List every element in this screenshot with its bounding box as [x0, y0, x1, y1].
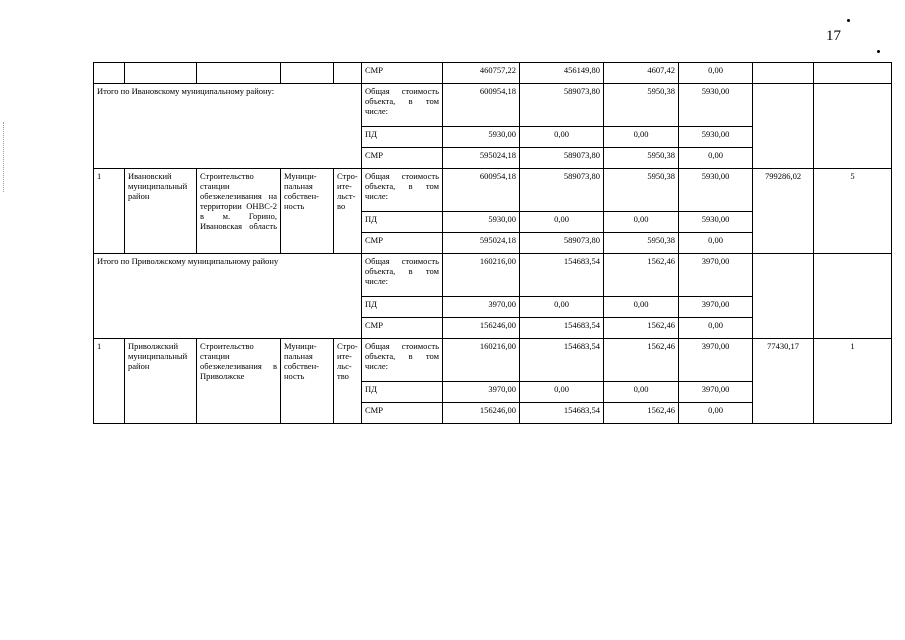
cell-name: [197, 63, 281, 84]
cell-value: 589073,80: [520, 169, 604, 212]
cell-extra: [753, 63, 814, 84]
cell-type: СМР: [362, 403, 443, 424]
cell-type: СМР: [362, 63, 443, 84]
cell-value: 0,00: [679, 403, 753, 424]
cell-value: 589073,80: [520, 233, 604, 254]
margin-marks: [3, 122, 12, 192]
cell-extra: [814, 254, 892, 339]
cell-value: 160216,00: [443, 254, 520, 297]
cell-value: 3970,00: [443, 382, 520, 403]
table-row: [94, 169, 892, 212]
cell-value: 600954,18: [443, 169, 520, 212]
object-extra-count: 5: [814, 169, 892, 254]
cell-value: 0,00: [520, 212, 604, 233]
cell-value: 5930,00: [443, 212, 520, 233]
cell-value: 460757,22: [443, 63, 520, 84]
cell-district: [125, 63, 197, 84]
object-district: Ивановский муниципальный район: [125, 169, 197, 254]
cell-value: 0,00: [604, 382, 679, 403]
cell-value: 0,00: [679, 148, 753, 169]
cell-type: Общая стоимость объекта, в том числе:: [362, 339, 443, 382]
cell-value: 5930,00: [679, 127, 753, 148]
table-row: [94, 339, 892, 382]
cell-type: Общая стоимость объекта, в том числе:: [362, 254, 443, 297]
cell-value: 589073,80: [520, 84, 604, 127]
object-index: 1: [94, 339, 125, 424]
cell-value: 0,00: [679, 233, 753, 254]
cell-value: 1562,46: [604, 254, 679, 297]
scan-dot: [877, 50, 880, 53]
object-extra-count: 1: [814, 339, 892, 424]
cell-value: 0,00: [520, 297, 604, 318]
cell-work-type: [334, 63, 362, 84]
cell-index: [94, 63, 125, 84]
cell-value: 1562,46: [604, 403, 679, 424]
cell-type: СМР: [362, 148, 443, 169]
cell-value: 154683,54: [520, 318, 604, 339]
cell-value: 154683,54: [520, 339, 604, 382]
cell-ownership: [281, 63, 334, 84]
table-row: [94, 254, 892, 297]
cell-type: ПД: [362, 297, 443, 318]
cell-type: ПД: [362, 382, 443, 403]
object-name: Строительство станции обезжелезивания на территории ОНВС-2 в м. Горино, Ивановская область: [197, 169, 281, 254]
cell-value: 589073,80: [520, 148, 604, 169]
cell-value: 5930,00: [679, 84, 753, 127]
object-name: Строительство станции обезжелезивания в Приволжске: [197, 339, 281, 424]
cell-value: 595024,18: [443, 233, 520, 254]
cell-extra: [753, 254, 814, 339]
cell-value: 0,00: [604, 297, 679, 318]
cell-value: 0,00: [604, 127, 679, 148]
cell-value: 4607,42: [604, 63, 679, 84]
cell-value: 5950,38: [604, 169, 679, 212]
cell-value: 456149,80: [520, 63, 604, 84]
cell-value: 600954,18: [443, 84, 520, 127]
cell-value: 154683,54: [520, 254, 604, 297]
cell-type: ПД: [362, 212, 443, 233]
object-work-type: Стро-ите-льст-во: [334, 169, 362, 254]
table-row: [94, 84, 892, 127]
cell-extra: [814, 63, 892, 84]
cell-type: СМР: [362, 233, 443, 254]
cell-value: 5930,00: [679, 212, 753, 233]
cell-value: 156246,00: [443, 318, 520, 339]
cell-type: ПД: [362, 127, 443, 148]
district-total-title: Итого по Ивановскому муниципальному району:: [94, 84, 362, 169]
cell-extra: [814, 84, 892, 169]
table-row: [94, 63, 892, 84]
cell-value: 0,00: [679, 63, 753, 84]
cell-value: 1562,46: [604, 339, 679, 382]
cell-value: 5930,00: [679, 169, 753, 212]
object-district: Приволжский муниципальный район: [125, 339, 197, 424]
cell-value: 160216,00: [443, 339, 520, 382]
cell-value: 3970,00: [679, 254, 753, 297]
cell-value: 3970,00: [679, 382, 753, 403]
cell-value: 5950,38: [604, 84, 679, 127]
object-ownership: Муници-пальная собствен-ность: [281, 339, 334, 424]
investment-table: [93, 62, 892, 424]
cell-value: 0,00: [604, 212, 679, 233]
object-index: 1: [94, 169, 125, 254]
scan-dot: [847, 19, 850, 22]
cell-value: 5950,38: [604, 233, 679, 254]
cell-type: Общая стоимость объекта, в том числе:: [362, 169, 443, 212]
cell-value: 1562,46: [604, 318, 679, 339]
cell-value: 3970,00: [679, 339, 753, 382]
object-extra-value: 799286,02: [753, 169, 814, 254]
cell-value: 154683,54: [520, 403, 604, 424]
cell-value: 0,00: [679, 318, 753, 339]
cell-value: 3970,00: [679, 297, 753, 318]
cell-value: 5950,38: [604, 148, 679, 169]
cell-type: СМР: [362, 318, 443, 339]
page-number: 17: [826, 28, 841, 44]
cell-value: 595024,18: [443, 148, 520, 169]
cell-value: 0,00: [520, 382, 604, 403]
district-total-title: Итого по Приволжскому муниципальному району: [94, 254, 362, 339]
cell-type: Общая стоимость объекта, в том числе:: [362, 84, 443, 127]
cell-value: 5930,00: [443, 127, 520, 148]
cell-value: 3970,00: [443, 297, 520, 318]
object-work-type: Стро-ите-льс-тво: [334, 339, 362, 424]
cell-value: 156246,00: [443, 403, 520, 424]
cell-value: 0,00: [520, 127, 604, 148]
object-ownership: Муници-пальная собствен-ность: [281, 169, 334, 254]
object-extra-value: 77430,17: [753, 339, 814, 424]
cell-extra: [753, 84, 814, 169]
